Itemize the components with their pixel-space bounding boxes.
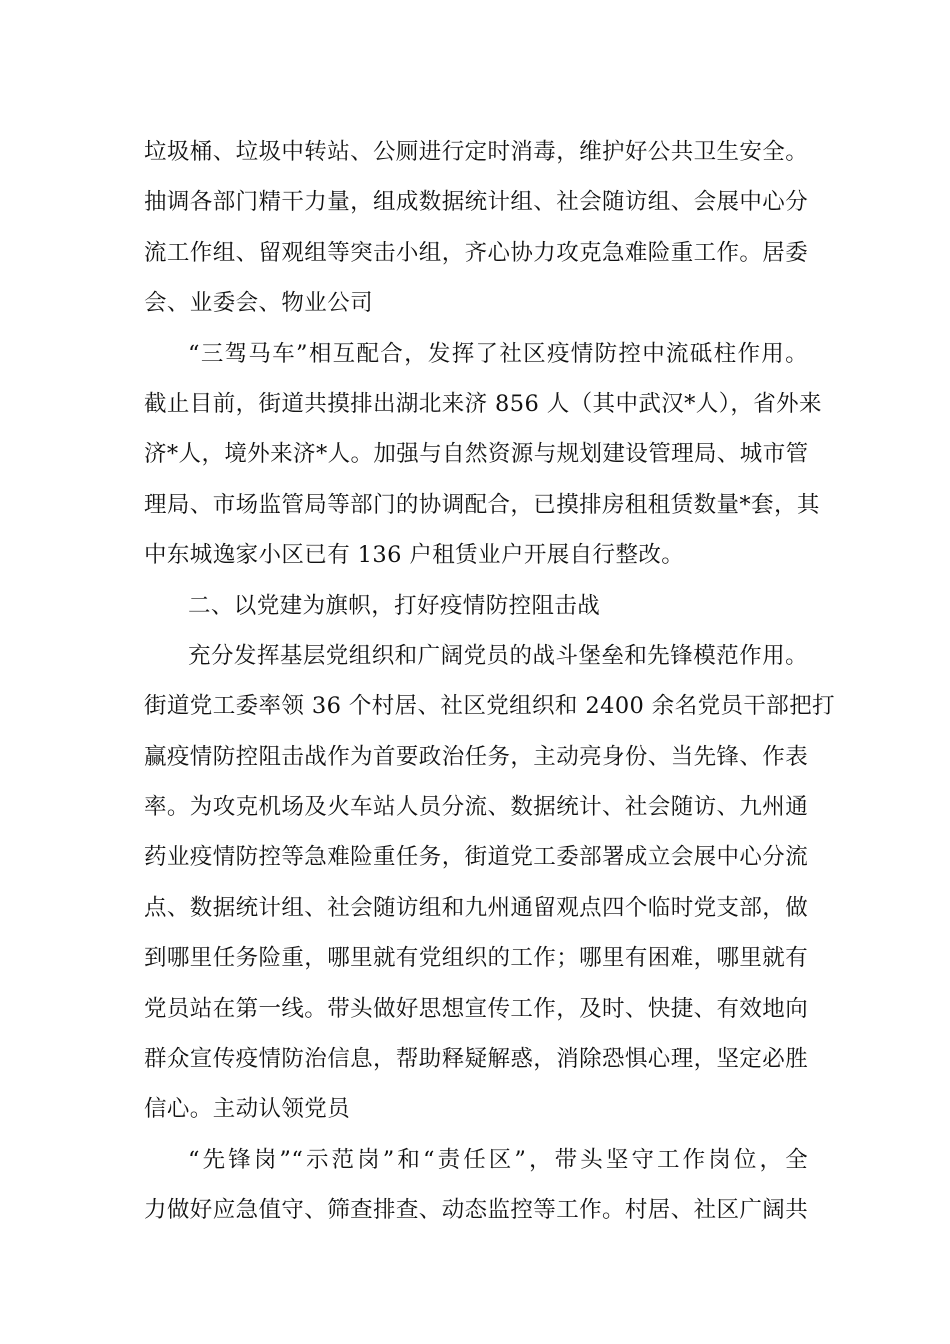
text-line: 充分发挥基层党组织和广阔党员的战斗堡垒和先锋模范作用。 [188, 642, 808, 669]
text-line: 截止目前，街道共摸排出湖北来济 856 人（其中武汉*人），省外来 [144, 390, 822, 417]
text-line: 赢疫情防控阻击战作为首要政治任务，主动亮身份、当先锋、作表 [144, 743, 809, 770]
text-line: 率。为攻克机场及火车站人员分流、数据统计、社会随访、九州通 [144, 794, 809, 821]
body-text [144, 127, 836, 1236]
text-line: 垃圾桶、垃圾中转站、公厕进行定时消毒，维护好公共卫生安全。 [144, 139, 809, 165]
text-line: “先锋岗”“示范岗”和“责任区”，带头坚守工作岗位，全 [188, 1146, 808, 1173]
text-line: 党员站在第一线。带头做好思想宣传工作，及时、快捷、有效地向 [144, 995, 809, 1022]
text-line: 群众宣传疫情防治信息，帮助释疑解惑，消除恐惧心理，坚定必胜 [144, 1046, 809, 1073]
text-line: 理局、市场监管局等部门的协调配合，已摸排房租租赁数量*套，其 [144, 491, 820, 518]
text-line: 会、业委会、物业公司 [144, 290, 374, 317]
text-line: 到哪里任务险重，哪里就有党组织的工作；哪里有困难，哪里就有 [144, 945, 809, 972]
text-line: 点、数据统计组、社会随访组和九州通留观点四个临时党支部，做 [144, 894, 809, 921]
text-line: 抽调各部门精干力量，组成数据统计组、社会随访组、会展中心分 [144, 189, 809, 216]
text-line: “三驾马车”相互配合，发挥了社区疫情防控中流砥柱作用。 [188, 340, 808, 367]
text-line: 力做好应急值守、筛查排查、动态监控等工作。村居、社区广阔共 [144, 1197, 809, 1224]
text-line: 中东城逸家小区已有 136 户租赁业户开展自行整改。 [144, 542, 685, 569]
text-line: 济*人，境外来济*人。加强与自然资源与规划建设管理局、城市管 [144, 441, 809, 468]
section-heading: 二、以党建为旗帜，打好疫情防控阻击战 [188, 592, 601, 619]
text-line: 街道党工委率领 36 个村居、社区党组织和 2400 余名党员干部把打 [144, 693, 836, 720]
text-line: 信心。主动认领党员 [144, 1096, 351, 1123]
text-line: 药业疫情防控等急难险重任务，街道党工委部署成立会展中心分流 [144, 844, 809, 871]
text-line: 流工作组、留观组等突击小组，齐心协力攻克急难险重工作。居委 [144, 239, 809, 266]
